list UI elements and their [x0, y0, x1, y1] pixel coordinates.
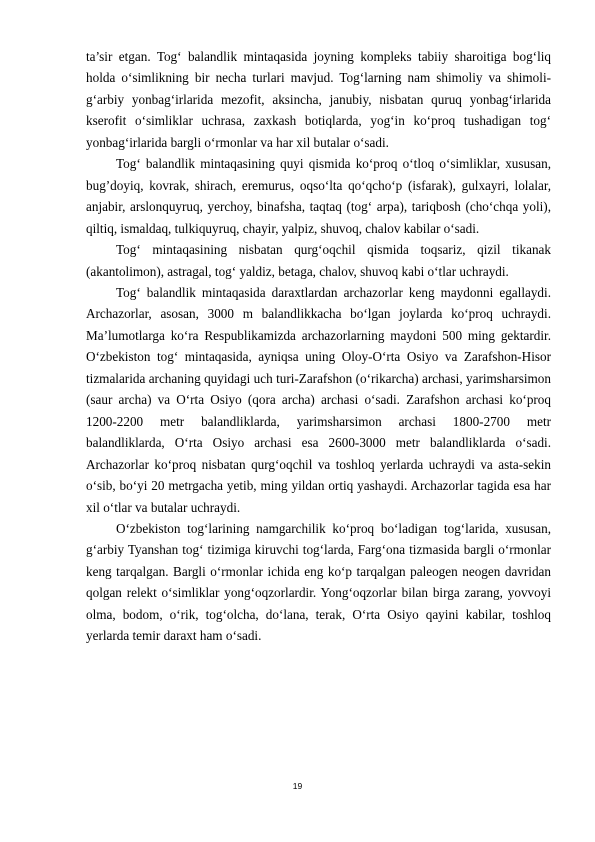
body-text	[86, 46, 551, 647]
paragraph-1: ta’sir etgan. Tog‘ balandlik mintaqasida joyning kompleks tabiiy sharoitiga bog‘liq holda o‘simlikning bir necha turlari mavjud. Tog‘larning nam shimoliy va shimoli-g‘arbiy yonbag‘irlarida mezofit, aksincha, janubiy, nisbatan quruq yonbag‘irlarida kserofit o‘simliklar uchrasa, zaxkash botiqlarda, yog‘in ko‘proq tushadigan tog‘ yonbag‘irlarida bargli o‘rmonlar va har xil butalar o‘sadi.	[86, 49, 551, 150]
paragraph-5: O‘zbekiston tog‘larining namgarchilik ko‘proq bo‘ladigan tog‘larida, xususan, g‘arbiy Tyanshan tog‘ tizimiga kiruvchi tog‘larda, Farg‘ona tizmasida bargli o‘rmonlar keng tarqalgan. Bargli o‘rmonlar ichida eng ko‘p tarqalgan paleogen neogen davridan qolgan relekt o‘simliklar yong‘oqzorlardir. Yong‘oqzorlar bilan birga zarang, yovvoyi olma, bodom, o‘rik, tog‘olcha, do‘lana, terak, O‘rta Osiyo qayini kabilar, toshloq yerlarda temir daraxt ham o‘sadi.	[86, 520, 551, 644]
paragraph-2: Tog‘ balandlik mintaqasining quyi qismida ko‘proq o‘tloq o‘simliklar, xususan, bug’doyiq, kovrak, shirach, eremurus, oqso‘lta qo‘qcho‘p (isfarak), gulxayri, lolalar, anjabir, arslonquyruq, yerchoy, binafsha, taqtaq (tog‘ arpa), tariqbosh (cho‘chqa yoli), qiltiq, ismaldaq, tulkiquyruq, chayir, yalpiz, shuvoq, chalov kabilar o‘sadi.	[86, 156, 551, 236]
paragraph-4: Tog‘ balandlik mintaqasida daraxtlardan archazorlar keng maydonni egallaydi. Archazorlar, asosan, 3000 m balandlikkacha bo‘lgan joylarda ko‘proq uchraydi. Ma’lumotlarga ko‘ra Respublikamizda archazorlarning maydoni 500 ming gektardir. O‘zbekiston tog‘ mintaqasida, ayniqsa uning Oloy-O‘rta Osiyo va Zarafshon-Hisor tizmalarida archaning quyidagi uch turi-Zarafshon (o‘rikarcha) archasi, yarimsharsimon (saur archa) va O‘rta Osiyo (qora archa) archasi o‘sadi. Zarafshon archasi ko‘proq 1200-2200 metr balandliklarda, yarimsharsimon archasi 1800-2700 metr balandliklarda, O‘rta Osiyo archasi esa 2600-3000 metr balandliklarda o‘sadi. Archazorlar ko‘proq nisbatan qurg‘oqchil va toshloq yerlarda uchraydi va asta-sekin o‘sib, bo‘yi 20 metrgacha yetib, ming yildan ortiq yashaydi. Archazorlar tagida esa har xil o‘tlar va butalar uchraydi.	[86, 284, 551, 515]
paragraph-3: Tog‘ mintaqasining nisbatan qurg‘oqchil qismida toqsariz, qizil tikanak (akantolimon), astragal, tog‘ yaldiz, betaga, chalov, shuvoq kabi o‘tlar uchraydi.	[86, 242, 551, 279]
page-number: 19	[292, 781, 303, 791]
